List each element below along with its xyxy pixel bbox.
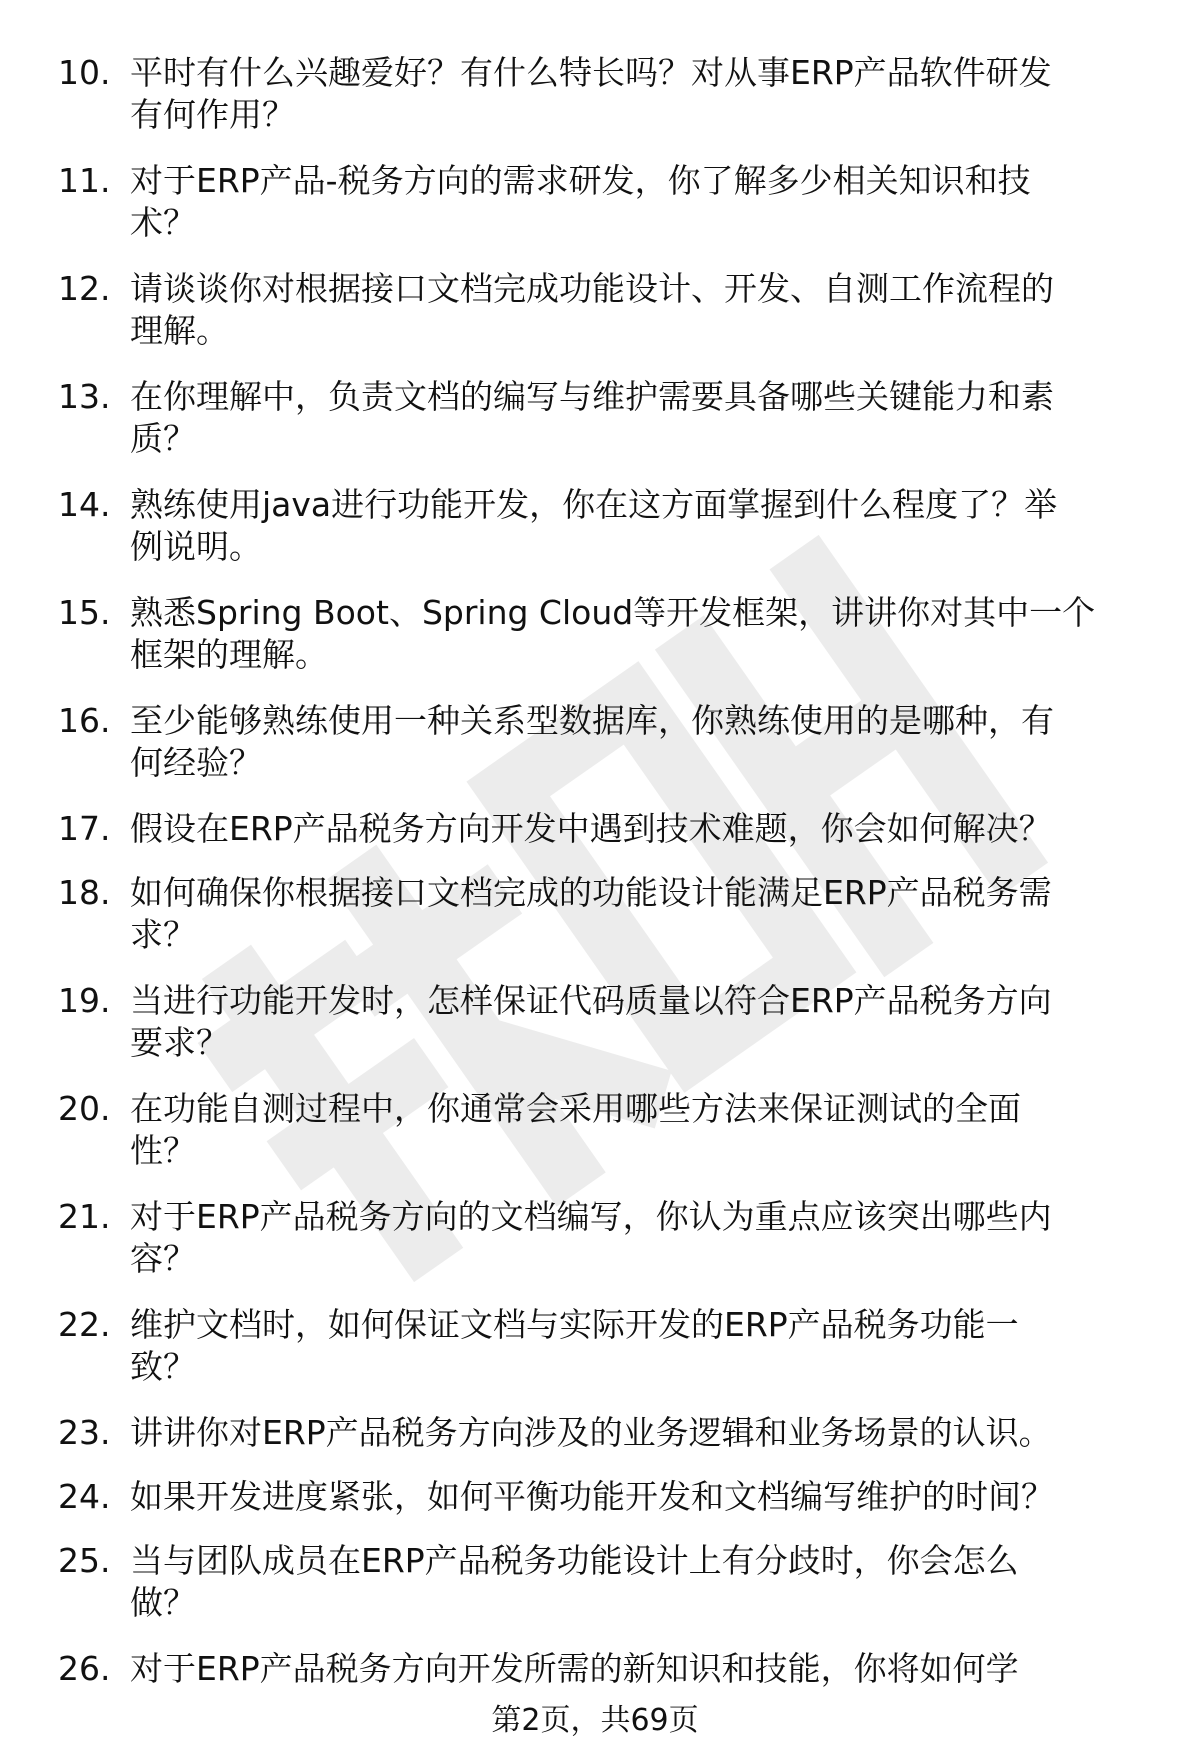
question-number: 19. [58, 981, 111, 1020]
question-item [58, 1476, 1158, 1518]
question-text: 如果开发进度紧张，如何平衡功能开发和文档编写维护的时间？ [130, 1477, 1054, 1516]
question-list [58, 52, 1158, 1712]
question-number: 11. [58, 161, 111, 200]
question-item [58, 1088, 1158, 1172]
question-text: 在你理解中，负责文档的编写与维护需要具备哪些关键能力和素 质？ [130, 377, 1054, 458]
question-number: 10. [58, 53, 111, 92]
question-text: 如何确保你根据接口文档完成的功能设计能满足ERP产品税务需 求？ [130, 873, 1052, 954]
question-text: 当进行功能开发时，怎样保证代码质量以符合ERP产品税务方向 要求？ [130, 981, 1052, 1062]
question-item [58, 808, 1158, 850]
question-text: 讲讲你对ERP产品税务方向涉及的业务逻辑和业务场景的认识。 [130, 1413, 1052, 1452]
question-number: 12. [58, 269, 111, 308]
question-text: 请谈谈你对根据接口文档完成功能设计、开发、自测工作流程的 理解。 [130, 269, 1054, 350]
question-number: 20. [58, 1089, 111, 1128]
question-text: 至少能够熟练使用一种关系型数据库，你熟练使用的是哪种，有 何经验？ [130, 701, 1054, 782]
question-number: 13. [58, 377, 111, 416]
question-item [58, 160, 1158, 244]
question-item [58, 1412, 1158, 1454]
page-footer: 第2页，共69页 [491, 1703, 699, 1738]
question-number: 17. [58, 809, 111, 848]
question-number: 14. [58, 485, 111, 524]
question-item [58, 484, 1158, 568]
question-number: 23. [58, 1413, 111, 1452]
question-text: 维护文档时，如何保证文档与实际开发的ERP产品税务功能一 致？ [130, 1305, 1019, 1386]
question-text: 假设在ERP产品税务方向开发中遇到技术难题，你会如何解决？ [130, 809, 1052, 848]
question-item [58, 1304, 1158, 1388]
question-text: 熟悉Spring Boot、Spring Cloud等开发框架，讲讲你对其中一个 框架的理解。 [130, 593, 1096, 674]
question-item [58, 268, 1158, 352]
question-text: 熟练使用java进行功能开发，你在这方面掌握到什么程度了？举 例说明。 [130, 485, 1058, 566]
question-item [58, 592, 1158, 676]
question-number: 22. [58, 1305, 111, 1344]
question-number: 24. [58, 1477, 111, 1516]
question-text: 平时有什么兴趣爱好？有什么特长吗？对从事ERP产品软件研发 有何作用？ [130, 53, 1052, 134]
question-number: 26. [58, 1649, 111, 1688]
question-item [58, 980, 1158, 1064]
question-item [58, 52, 1158, 136]
question-text: 在功能自测过程中，你通常会采用哪些方法来保证测试的全面 性？ [130, 1089, 1021, 1170]
question-text: 对于ERP产品税务方向开发所需的新知识和技能，你将如何学 [130, 1649, 1019, 1688]
question-item [58, 700, 1158, 784]
question-item [58, 1648, 1158, 1690]
question-number: 15. [58, 593, 111, 632]
question-item [58, 376, 1158, 460]
question-number: 18. [58, 873, 111, 912]
question-number: 25. [58, 1541, 111, 1580]
question-item [58, 872, 1158, 956]
question-text: 当与团队成员在ERP产品税务功能设计上有分歧时，你会怎么 做？ [130, 1541, 1019, 1622]
question-number: 21. [58, 1197, 111, 1236]
question-item [58, 1196, 1158, 1280]
question-number: 16. [58, 701, 111, 740]
question-item [58, 1540, 1158, 1624]
question-text: 对于ERP产品-税务方向的需求研发，你了解多少相关知识和技 术？ [130, 161, 1031, 242]
question-text: 对于ERP产品税务方向的文档编写，你认为重点应该突出哪些内 容？ [130, 1197, 1052, 1278]
